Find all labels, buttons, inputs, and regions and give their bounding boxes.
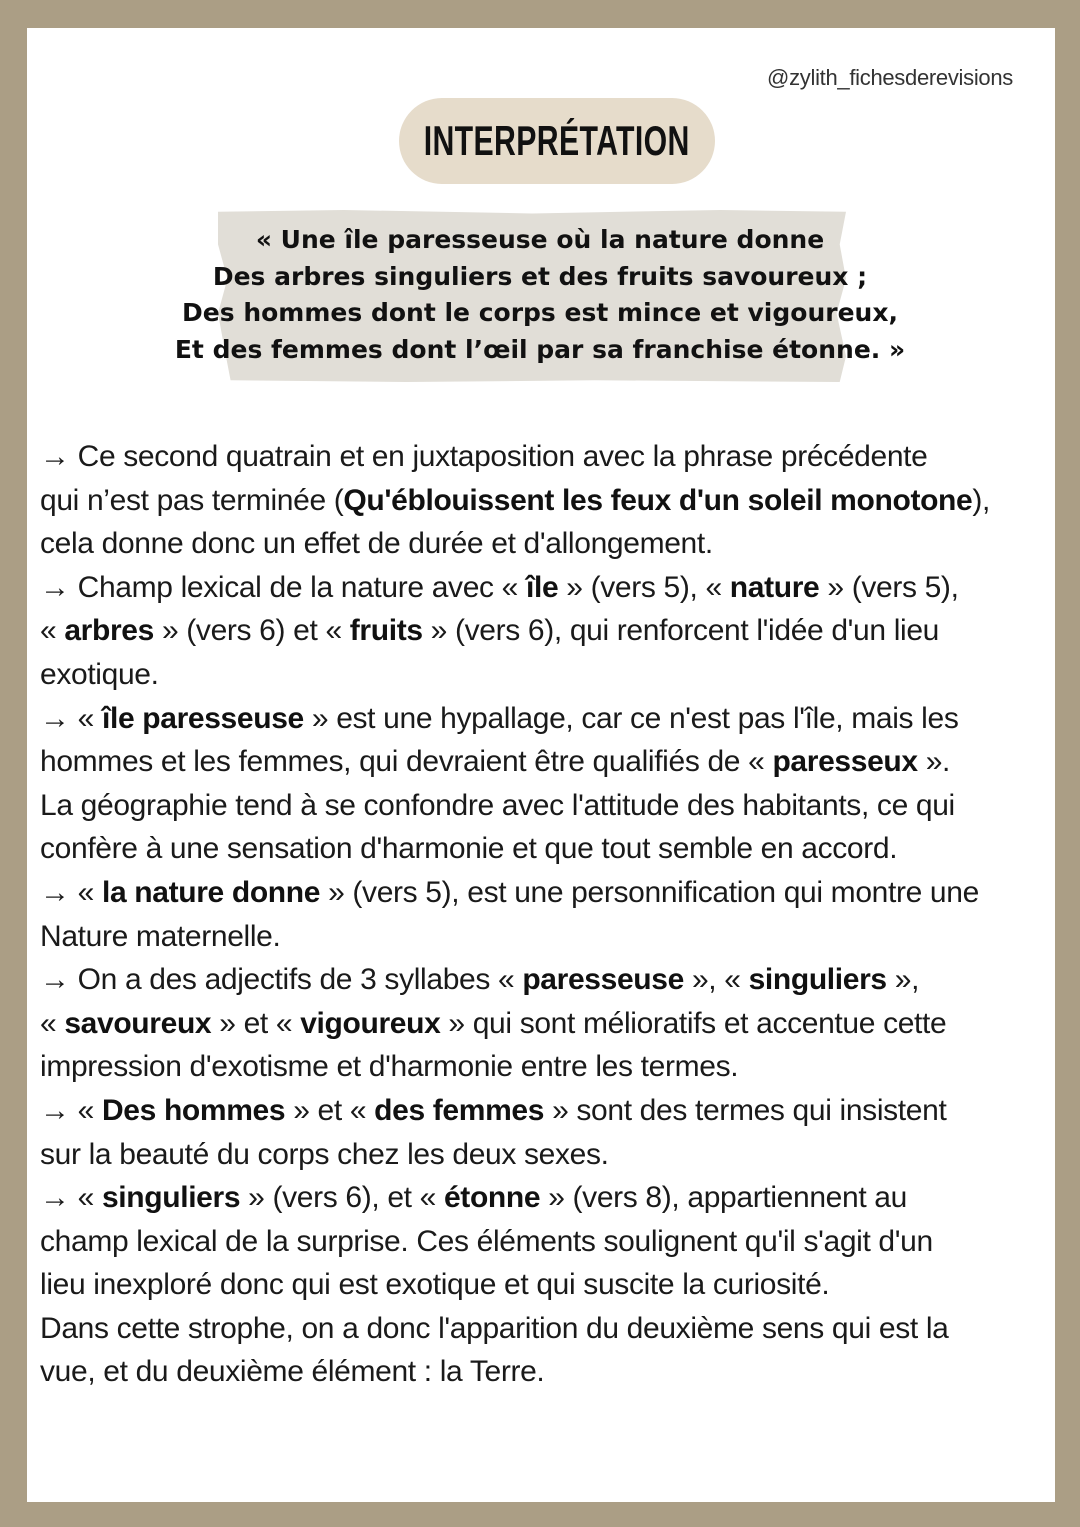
text-segment: » est une hypallage, car ce n'est pas l'île, mais les (303, 701, 959, 735)
analysis-text (40, 435, 990, 1394)
text-line (40, 1133, 990, 1177)
text-segment: » (vers 6), et « (240, 1181, 444, 1215)
text-segment: « (40, 1006, 65, 1040)
text-line (40, 784, 990, 828)
text-line (40, 1089, 990, 1133)
text-segment: cela donne donc un effet de durée et d'allongement. (40, 527, 713, 561)
text-segment: → « (40, 701, 102, 735)
bold-quote-term: nature (729, 570, 820, 604)
text-segment: » (vers 8), appartiennent au (540, 1181, 907, 1215)
text-segment: → « (40, 1093, 102, 1127)
bold-quote-term: singuliers (101, 1181, 241, 1215)
bold-quote-term: île paresseuse (101, 701, 304, 735)
quote-line: Et des femmes dont l’œil par sa franchise étonne. » (174, 334, 906, 364)
text-segment: » qui sont mélioratifs et accentue cette (440, 1006, 947, 1040)
text-segment: La géographie tend à se confondre avec l'attitude des habitants, ce qui (40, 788, 955, 822)
text-segment: vue, et du deuxième élément : la Terre. (40, 1355, 545, 1389)
text-line (40, 1176, 990, 1220)
text-line (40, 1002, 990, 1046)
text-line (40, 958, 990, 1002)
text-line (40, 653, 990, 697)
bold-quote-term: étonne (443, 1181, 541, 1215)
text-segment: → On a des adjectifs de 3 syllabes « (40, 963, 523, 997)
text-segment: exotique. (40, 657, 159, 691)
text-segment: » (vers 5), « (558, 570, 730, 604)
bold-quote-term: vigoureux (300, 1006, 441, 1040)
bold-quote-term: des femmes (374, 1093, 545, 1127)
text-segment: » (vers 6) et « (153, 614, 350, 648)
text-segment: → « (40, 1181, 102, 1215)
text-line (40, 915, 990, 959)
quote-line: Des hommes dont le corps est mince et vigoureux, (182, 298, 898, 327)
quote-line: « Une île paresseuse où la nature donne (255, 225, 825, 254)
page-title: INTERPRÉTATION (424, 117, 690, 164)
text-segment: ». (917, 745, 951, 779)
text-segment: champ lexical de la surprise. Ces éléments soulignent qu'il s'agit d'un (40, 1224, 933, 1258)
text-segment: » et « (285, 1093, 375, 1127)
bold-quote-term: paresseuse (522, 963, 684, 997)
poem-quote (0, 222, 1080, 368)
text-segment: » (vers 5), (819, 570, 959, 604)
text-segment: qui n’est pas terminée ( (40, 483, 344, 517)
text-line (40, 566, 990, 610)
text-line (40, 435, 990, 479)
text-segment: » et « (211, 1006, 301, 1040)
text-segment: » sont des termes qui insistent (544, 1093, 947, 1127)
bold-quote-term: fruits (349, 614, 423, 648)
text-line (40, 1263, 990, 1307)
text-line (40, 827, 990, 871)
quote-line: Des arbres singuliers et des fruits savoureux ; (212, 261, 868, 291)
text-line (40, 522, 990, 566)
text-line (40, 871, 990, 915)
bold-quote-term: la nature donne (101, 875, 321, 909)
author-handle: @zylith_fichesderevisions (767, 65, 1013, 90)
text-line (40, 609, 990, 653)
bold-quote-term: Des hommes (101, 1093, 286, 1127)
text-segment: » (vers 5), est une personnification qui montre une (320, 875, 979, 909)
title-badge (399, 98, 715, 184)
text-segment: → « (40, 875, 102, 909)
text-segment: → Ce second quatrain et en juxtaposition avec la phrase précédente (40, 440, 928, 473)
text-line (40, 1045, 990, 1089)
bold-quote-term: Qu'éblouissent les feux d'un soleil monotone (343, 483, 973, 517)
text-line (40, 740, 990, 784)
text-segment: » (vers 6), qui renforcent l'idée d'un lieu (422, 614, 940, 648)
text-segment: lieu inexploré donc qui est exotique et qui suscite la curiosité. (40, 1268, 830, 1302)
bold-quote-term: singuliers (748, 963, 887, 997)
text-segment: », (886, 963, 920, 997)
bold-quote-term: savoureux (64, 1006, 212, 1040)
text-segment: impression d'exotisme et d'harmonie entre les termes. (40, 1050, 739, 1084)
text-line (40, 1307, 990, 1351)
text-line (40, 1220, 990, 1264)
bold-quote-term: île (526, 570, 559, 604)
text-line (40, 479, 990, 523)
text-segment: », « (683, 963, 749, 997)
text-segment: → Champ lexical de la nature avec « (40, 570, 526, 604)
text-segment: sur la beauté du corps chez les deux sexes. (40, 1137, 609, 1171)
text-segment: hommes et les femmes, qui devraient être qualifiés de « (40, 745, 773, 779)
text-line (40, 1350, 990, 1394)
text-segment: Dans cette strophe, on a donc l'apparition du deuxième sens qui est la (40, 1311, 949, 1345)
bold-quote-term: paresseux (772, 745, 918, 779)
bold-quote-term: arbres (64, 614, 154, 648)
text-segment: confère à une sensation d'harmonie et que tout semble en accord. (40, 832, 898, 866)
text-segment: « (40, 614, 65, 648)
text-segment: ), (972, 483, 991, 517)
text-line (40, 697, 990, 741)
text-segment: Nature maternelle. (40, 919, 281, 953)
